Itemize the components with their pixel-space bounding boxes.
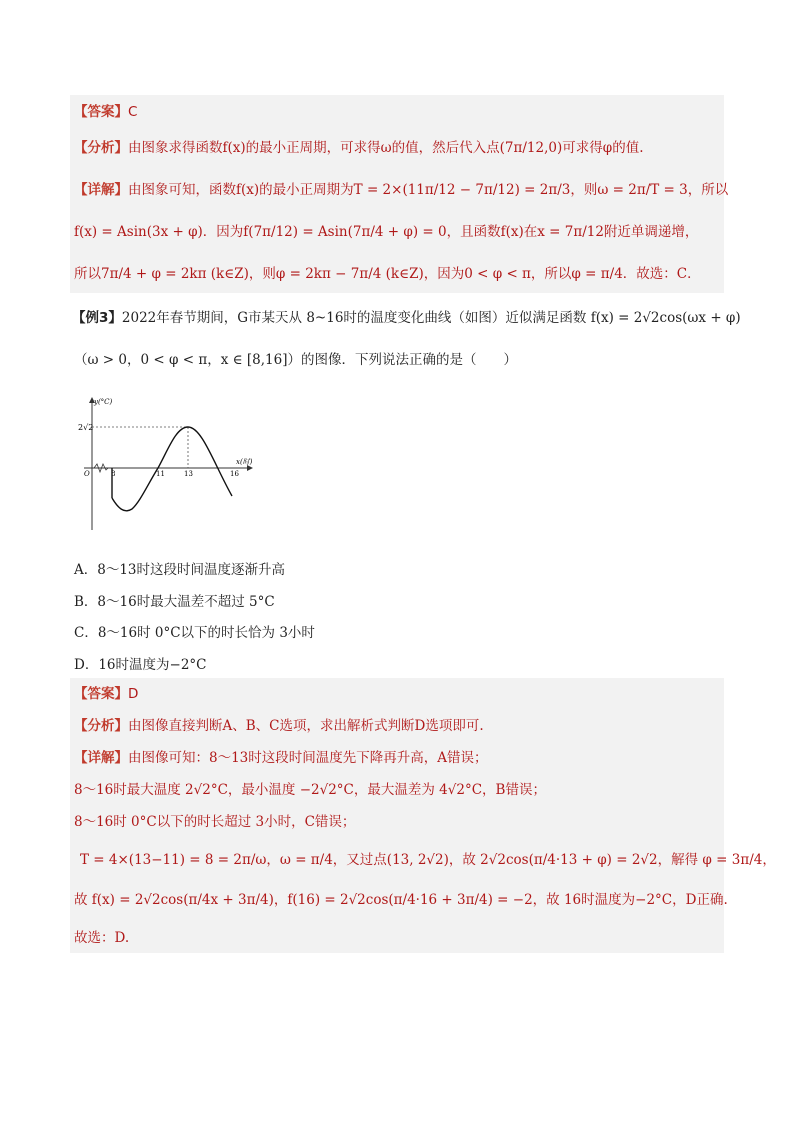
answer-tag-3: 【答案】 (74, 686, 128, 702)
origin-label: O (84, 470, 90, 478)
example3-stem-1: 2022年春节期间，G市某天从 8~16时的温度变化曲线（如图）近似满足函数 f(x) = 2√2cos(ωx + φ) (121, 310, 741, 326)
answer-value: C (128, 104, 138, 120)
example3-tag: 【例3】 (72, 310, 122, 326)
example3-detail-line-6 (74, 928, 129, 948)
example2-answer-line (74, 102, 137, 122)
detail3-text-5: 故 f(x) = 2√2cos(π/4x + 3π/4)，f(16) = 2√2cos(π/4·16 + 3π/4) = −2，故 16时温度为−2°C，D正确. (74, 892, 728, 908)
y-axis-label: y(°C) (94, 398, 113, 406)
x-tick-8: 8 (111, 470, 116, 478)
example2-detail-line-2 (74, 222, 698, 242)
example3-detail-line-5 (74, 890, 728, 910)
option-a: A．8～13时这段时间温度逐渐升高 (74, 562, 286, 578)
example3-detail-line-2 (74, 780, 546, 800)
example3-analysis-line (74, 716, 484, 736)
detail-text-2: f(x) = Asin(3x + φ)．因为f(7π/12) = Asin(7π/4 + φ) = 0，且函数f(x)在x = 7π/12附近单调递增， (74, 224, 699, 240)
option-d: D．16时温度为−2°C (74, 657, 207, 673)
detail-text-3: 所以7π/4 + φ = 2kπ (k∈Z)，则φ = 2kπ − 7π/4 (k∈Z)，因为0 < φ < π，所以φ = π/4．故选：C． (74, 266, 701, 282)
detail-tag: 【详解】 (74, 182, 128, 198)
analysis-tag: 【分析】 (74, 140, 128, 156)
example3-stem-line-1 (72, 308, 741, 328)
x-tick-16: 16 (230, 470, 239, 478)
temperature-curve (112, 427, 232, 511)
detail3-text-4: T = 4×(13−11) = 8 = 2π/ω，ω = π/4，又过点(13, 2√2)，故 2√2cos(π/4·13 + φ) = 2√2，解得 φ = 3π/4， (80, 852, 776, 868)
x-tick-13: 13 (184, 470, 193, 478)
example3-answer-line (74, 684, 138, 704)
analysis-text: 由图象求得函数f(x)的最小正周期，可求得ω的值，然后代入点(7π/12,0)可求得φ的值. (128, 140, 644, 156)
answer-value-3: D (128, 686, 139, 702)
example3-detail-line-3 (74, 812, 355, 832)
temperature-graph (80, 392, 260, 537)
option-c: C．8～16时 0°C以下的时长恰为 3小时 (74, 625, 315, 641)
example2-detail-line-3 (74, 264, 701, 284)
example3-detail-line-4 (80, 850, 776, 870)
detail3-text-3: 8～16时 0°C以下的时长超过 3小时，C错误； (74, 814, 356, 830)
example3-stem-2: （ω > 0，0 < φ < π，x ∈ [8,16]）的图像．下列说法正确的是（ ） (74, 352, 517, 368)
detail-text-1: 由图象可知，函数f(x)的最小正周期为T = 2×(11π/12 − 7π/12) = 2π/3，则ω = 2π/T = 3，所以 (128, 182, 729, 198)
example2-analysis-line (74, 138, 644, 158)
x-tick-11: 11 (156, 470, 165, 478)
detail3-text-1: 由图像可知：8～13时这段时间温度先下降再升高，A错误； (128, 750, 488, 766)
example3-detail-line-1 (74, 748, 488, 768)
example2-detail-line-1 (74, 180, 728, 200)
option-b: B．8～16时最大温差不超过 5°C (74, 594, 275, 610)
x-axis-label: x(时) (236, 458, 253, 466)
detail-tag-3: 【详解】 (74, 750, 128, 766)
example3-stem-line-2 (74, 350, 517, 370)
analysis-text-3: 由图像直接判断A、B、C选项，求出解析式判断D选项即可. (128, 718, 484, 734)
detail3-text-2: 8～16时最大温度 2√2°C，最小温度 −2√2°C，最大温差为 4√2°C，B错误； (74, 782, 546, 798)
y-tick-label: 2√2 (78, 423, 94, 432)
answer-tag: 【答案】 (74, 104, 128, 120)
detail3-text-6: 故选：D. (74, 930, 130, 946)
analysis-tag-3: 【分析】 (74, 718, 128, 734)
